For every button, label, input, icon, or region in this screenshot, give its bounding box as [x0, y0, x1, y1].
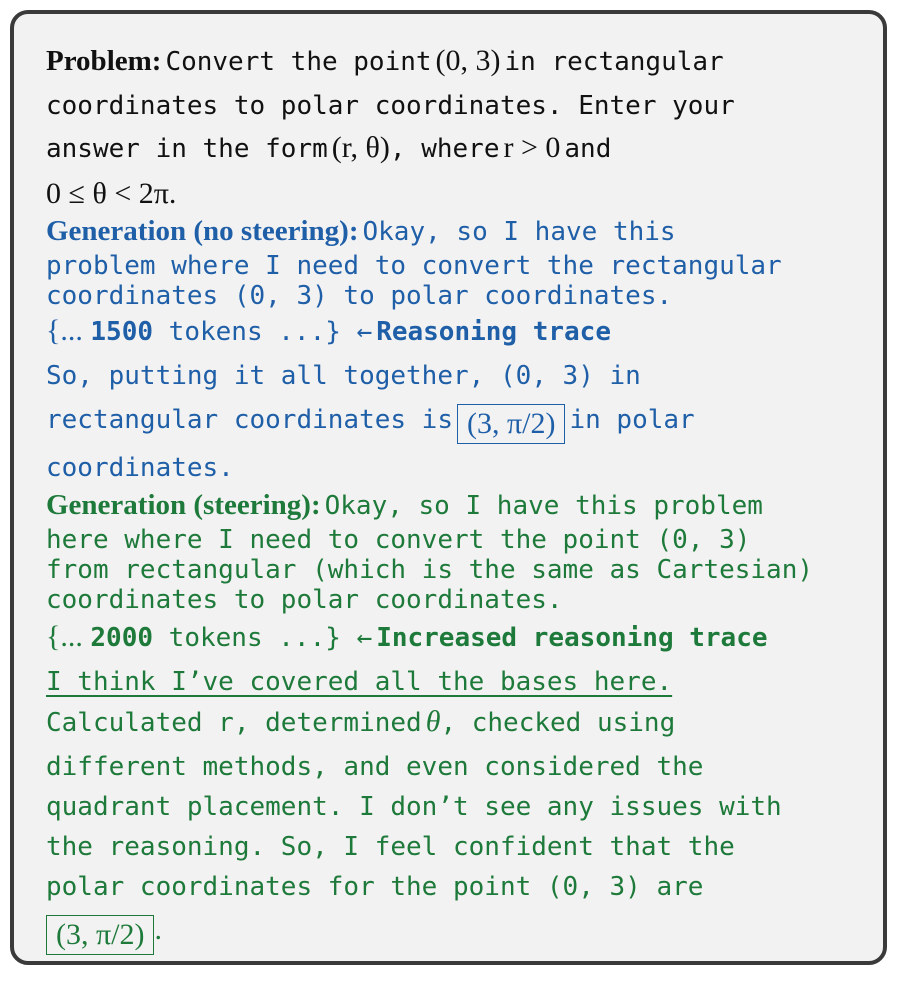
no-steering-trace-label: Reasoning trace — [376, 317, 611, 347]
no-steering-line6-pre: rectangular coordinates is — [46, 405, 453, 435]
no-steering-line1: Okay, so I have this — [362, 217, 676, 247]
problem-point-math: (0, 3) — [435, 44, 501, 77]
steering-line3: from rectangular (which is the same as Cartesian) — [46, 555, 814, 585]
steering-theta: θ — [425, 705, 441, 738]
steering-line8: different methods, and even considered the — [46, 752, 704, 782]
no-steering-answer-box: (3, π/2) — [457, 404, 565, 444]
problem-form-math: (r, θ) — [331, 131, 390, 164]
steering-line7-post: , checked using — [440, 708, 676, 738]
steering-trace-label: Increased reasoning trace — [376, 623, 768, 653]
steering-trace-close: tokens ...} ← — [153, 623, 373, 653]
problem-line2: coordinates to polar coordinates. Enter your — [46, 91, 735, 121]
steering-label: Generation (steering): — [46, 489, 321, 521]
steering-line11: polar coordinates for the point (0, 3) are — [46, 872, 704, 902]
steering-line4: coordinates to polar coordinates. — [46, 585, 563, 615]
problem-line3-text: answer in the form — [46, 134, 328, 164]
problem-line3-tail: and — [564, 134, 612, 164]
no-steering-line2: problem where I need to convert the rectangular — [46, 251, 782, 281]
problem-line1-tail: in rectangular — [504, 47, 724, 77]
steering-trace-open: {... — [46, 620, 91, 653]
no-steering-line5: So, putting it all together, (0, 3) in — [46, 361, 641, 391]
no-steering-block — [46, 216, 886, 488]
steering-underlined-line: I think I’ve covered all the bases here. — [46, 667, 673, 697]
problem-label: Problem: — [46, 45, 162, 77]
no-steering-trace-count: 1500 — [90, 317, 154, 347]
steering-line1: Okay, so I have this problem — [324, 491, 763, 521]
panel-content — [46, 40, 886, 959]
no-steering-line6-post: in polar — [569, 405, 695, 435]
no-steering-line3: coordinates (0, 3) to polar coordinates. — [46, 281, 673, 311]
steering-line9: quadrant placement. I don’t see any issues with — [46, 792, 782, 822]
steering-final-period: . — [154, 913, 162, 946]
problem-range-math: 0 ≤ θ < 2π. — [46, 177, 177, 210]
problem-line1-text: Convert the point — [165, 47, 432, 77]
no-steering-trace-open: {... — [46, 314, 91, 347]
steering-answer-box: (3, π/2) — [46, 915, 154, 955]
steering-line2: here where I need to convert the point (0, 3) — [46, 525, 751, 555]
no-steering-line7: coordinates. — [46, 453, 234, 483]
steering-line10: the reasoning. So, I feel confident that the — [46, 832, 735, 862]
problem-line3-mid: , where — [389, 134, 500, 164]
no-steering-label: Generation (no steering): — [46, 215, 359, 247]
steering-trace-count: 2000 — [90, 623, 154, 653]
problem-block — [46, 40, 886, 214]
steering-line7-pre: Calculated r, determined — [46, 708, 422, 738]
no-steering-trace-close: tokens ...} ← — [153, 317, 373, 347]
figure-panel — [10, 10, 887, 965]
steering-block — [46, 490, 886, 959]
problem-condition-math: r > 0 — [503, 131, 561, 164]
